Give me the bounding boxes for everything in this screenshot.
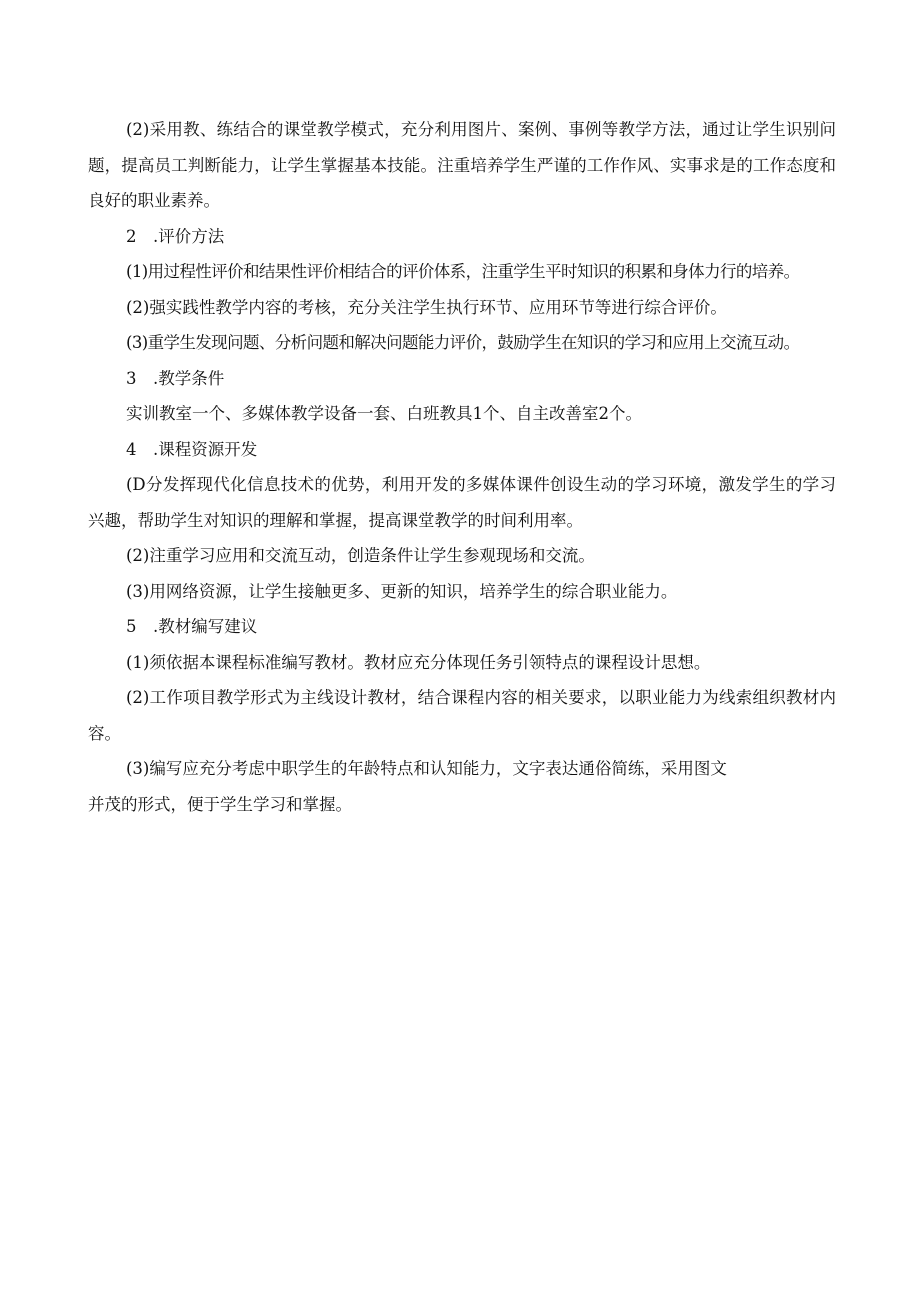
paragraph-evaluation-system: (1)用过程性评价和结果性评价相结合的评价体系，注重学生平时知识的积累和身体力行的培养。 bbox=[126, 262, 800, 281]
paragraph-illustrated-format: 并茂的形式，便于学生学习和掌握。 bbox=[88, 794, 352, 814]
paragraph-interaction-exchange: (2)注重学习应用和交流互动，创造条件让学生参观现场和交流。 bbox=[126, 546, 595, 565]
paragraph-work-project-format: (2)工作项目教学形式为主线设计教材，结合课程内容的相关要求，以职业能力为线索组织教材内容。 bbox=[88, 688, 836, 743]
section-heading-textbook-suggestions: 5 .教材编写建议 bbox=[126, 617, 258, 636]
section-heading-teaching-conditions: 3 .教学条件 bbox=[126, 368, 225, 388]
paragraph-practical-assessment: (2)强实践性教学内容的考核，充分关注学生执行环节、应用环节等进行综合评价。 bbox=[126, 297, 727, 317]
paragraph-problem-solving-evaluation: (3)重学生发现问题、分析问题和解决问题能力评价，鼓励学生在知识的学习和应用上交流互动。 bbox=[126, 333, 800, 352]
paragraph-curriculum-standard: (1)须依据本课程标准编写教材。教材应充分体现任务引领特点的课程设计思想。 bbox=[126, 652, 711, 672]
section-heading-evaluation: 2 .评价方法 bbox=[126, 226, 225, 246]
paragraph-teaching-mode: (2)采用教、练结合的课堂教学模式，充分利用图片、案例、事例等教学方法，通过让学生识别问题，提高员工判断能力，让学生掌握基本技能。注重培养学生严谨的工作作风、实事求是的工作态度和良好的职业素养。 bbox=[88, 120, 836, 210]
paragraph-information-technology: (D分发挥现代化信息技术的优势，利用开发的多媒体课件创设生动的学习环境，激发学生的学习兴趣，帮助学生对知识的理解和掌握，提高课堂教学的时间利用率。 bbox=[88, 475, 836, 530]
paragraph-student-characteristics: (3)编写应充分考虑中职学生的年龄特点和认知能力，文字表达通俗简练，采用图文 bbox=[126, 759, 727, 778]
paragraph-training-facilities: 实训教室一个、多媒体教学设备一套、白班教具1个、自主改善室2个。 bbox=[126, 404, 642, 423]
document-body bbox=[88, 112, 836, 822]
section-heading-resource-development: 4 .课程资源开发 bbox=[126, 439, 258, 459]
paragraph-network-resources: (3)用网络资源，让学生接触更多、更新的知识，培养学生的综合职业能力。 bbox=[126, 581, 678, 601]
